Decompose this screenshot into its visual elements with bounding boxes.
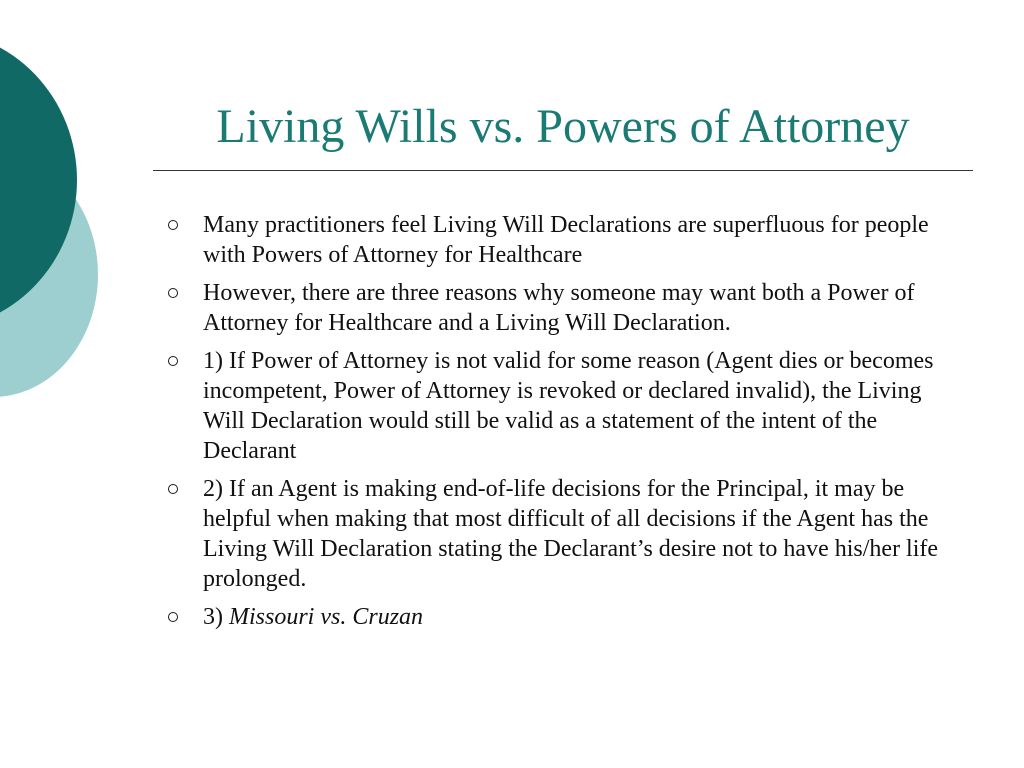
bullet-prefix: 3) [203, 604, 229, 630]
bullet-item [166, 474, 966, 594]
bullet-item [166, 210, 966, 270]
bullet-text: However, there are three reasons why someone may want both a Power of Attorney for Healthcare and a Living Will Declaration. [203, 280, 915, 336]
hollow-circle-icon [168, 612, 178, 622]
case-citation: Missouri vs. Cruzan [229, 604, 424, 630]
slide-title: Living Wills vs. Powers of Attorney [216, 100, 910, 153]
bullet-text: 1) If Power of Attorney is not valid for some reason (Agent dies or becomes incompetent, Power of Attorney is revoked or declared invalid), the Living Will Declaration would still be valid as a statement of the intent of the Declarant [203, 348, 934, 464]
bullet-item [166, 278, 966, 338]
hollow-circle-icon [168, 484, 178, 494]
bullet-item [166, 346, 966, 466]
hollow-circle-icon [168, 356, 178, 366]
bullet-text: 2) If an Agent is making end-of-life decisions for the Principal, it may be helpful when making that most difficult of all decisions if the Agent has the Living Will Declaration stating the Declarant’s desire not to have his/her life prolonged. [203, 476, 939, 592]
title-divider [153, 170, 973, 171]
hollow-circle-icon [168, 288, 178, 298]
bullet-item [166, 602, 966, 632]
bullet-list [166, 210, 966, 640]
hollow-circle-icon [168, 220, 178, 230]
bullet-text: Many practitioners feel Living Will Declarations are superfluous for people with Powers of Attorney for Healthcare [203, 212, 929, 268]
